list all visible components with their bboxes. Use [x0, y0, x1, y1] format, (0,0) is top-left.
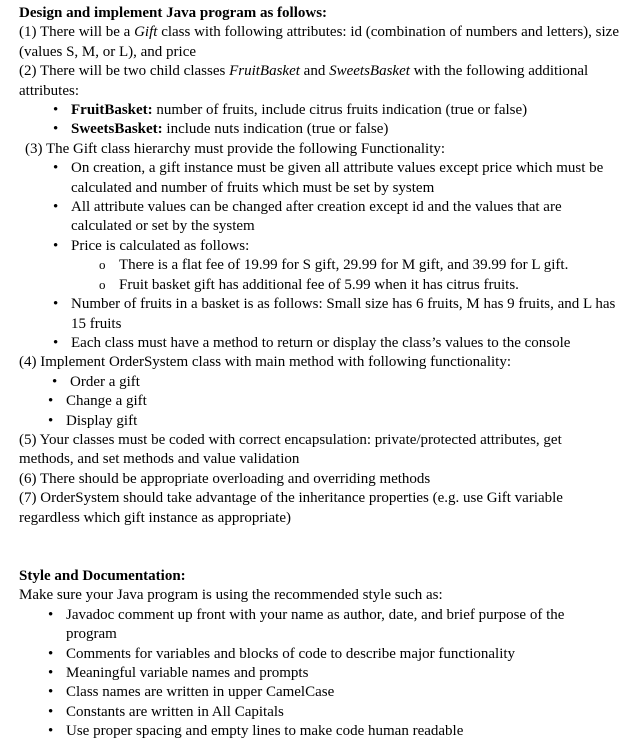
list-item: • On creation, a gift instance must be given all attribute values except price which must be calculated and number of fruits which must be set by system	[19, 159, 637, 198]
sub-list-item: o Fruit basket gift has additional fee of 5.99 when it has citrus fruits.	[19, 276, 637, 295]
gift-class-name: Gift	[134, 24, 158, 41]
requirement-1: (1) There will be a Gift class with following attributes: id (combination of numbers and letters), size (values S, M, or L), and price	[19, 24, 620, 60]
requirement-3: (3) The Gift class hierarchy must provide the following Functionality:	[25, 140, 446, 157]
list-item: • Javadoc comment up front with your name as author, date, and brief purpose of the program	[19, 606, 637, 645]
sweetsbasket-class-name: SweetsBasket	[329, 63, 410, 80]
list-item: • Display gift	[19, 412, 637, 431]
requirement-7: (7) OrderSystem should take advantage of the inheritance properties (e.g. use Gift variable regardless which gift instance as appropriate)	[19, 490, 563, 526]
list-item: • Change a gift	[19, 392, 637, 411]
style-intro: Make sure your Java program is using the recommended style such as:	[19, 587, 443, 604]
section-heading-style: Style and Documentation:	[19, 567, 186, 584]
requirement-6: (6) There should be appropriate overloading and overriding methods	[19, 470, 431, 487]
sub-list-item: o There is a flat fee of 19.99 for S gift, 29.99 for M gift, and 39.99 for L gift.	[19, 256, 637, 275]
list-item: • All attribute values can be changed after creation except id and the values that are calculated or set by the system	[19, 198, 637, 237]
list-item: • Each class must have a method to return or display the class’s values to the console	[19, 334, 637, 353]
requirement-5: (5) Your classes must be coded with correct encapsulation: private/protected attributes, get methods, and set methods and value validation	[19, 431, 562, 468]
fruitbasket-class-name: FruitBasket	[229, 63, 300, 80]
list-item: • Number of fruits in a basket is as follows: Small size has 6 fruits, M has 9 fruits, and L has 15 fruits	[19, 295, 637, 334]
list-item: • Constants are written in All Capitals	[19, 703, 637, 722]
list-item: • FruitBasket: number of fruits, include citrus fruits indication (true or false)	[19, 101, 637, 120]
list-item: • Meaningful variable names and prompts	[19, 664, 637, 683]
requirement-2: (2) There will be two child classes FruitBasket and SweetsBasket with the following additional attributes:	[19, 63, 589, 99]
requirement-4: (4) Implement OrderSystem class with main method with following functionality:	[19, 354, 511, 371]
list-item: • Order a gift	[19, 373, 637, 392]
list-item: • Use proper spacing and empty lines to make code human readable	[19, 722, 637, 741]
spacer	[19, 528, 637, 567]
list-item: • Price is calculated as follows:	[19, 237, 637, 256]
list-item: • Comments for variables and blocks of code to describe major functionality	[19, 645, 637, 664]
list-item: • Class names are written in upper CamelCase	[19, 683, 637, 702]
section-heading-design: Design and implement Java program as follows:	[19, 5, 328, 21]
list-item: • SweetsBasket: include nuts indication (true or false)	[19, 120, 637, 139]
